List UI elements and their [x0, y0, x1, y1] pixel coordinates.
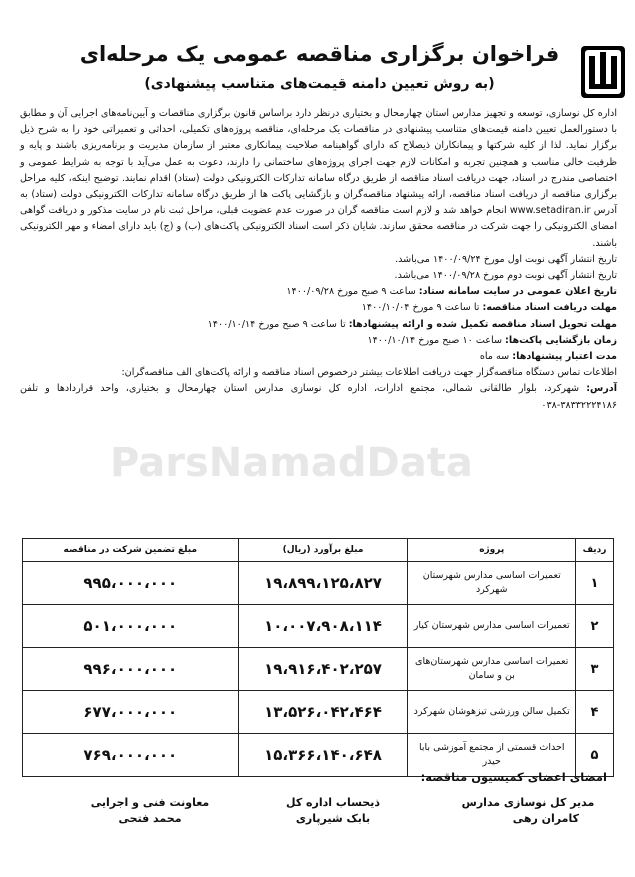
table-row [23, 648, 614, 691]
address-label: آدرس: [586, 383, 617, 395]
watermark-text: ParsNamadData [110, 440, 473, 486]
cell-project: تعمیرات اساسی مدارس شهرستان کیار [408, 605, 576, 648]
cell-guarantee: ۶۷۷،۰۰۰،۰۰۰ [23, 691, 239, 734]
schedule-value: سه ماه [479, 351, 510, 363]
cell-row-number: ۲ [576, 605, 614, 648]
cell-row-number: ۱ [576, 562, 614, 605]
publish-second: تاریخ انتشار آگهی نوبت دوم مورخ ۱۴۰۰/۰۹/۲۸ می‌باشد. [394, 270, 617, 282]
member-role: ذیحساب اداره کل [286, 796, 380, 809]
cell-row-number: ۵ [576, 734, 614, 777]
commission-title: امضای اعضای کمیسیون مناقصه: [420, 770, 607, 784]
table-row [23, 691, 614, 734]
cell-guarantee: ۷۶۹،۰۰۰،۰۰۰ [23, 734, 239, 777]
cell-project: احداث قسمتی از مجتمع آموزشی بابا حیدر [408, 734, 576, 777]
schedule-label: مهلت تحویل اسناد مناقصه تکمیل شده و ارائه پیشنهادها: [348, 318, 617, 330]
schedule-item [20, 284, 617, 300]
schedule-item [20, 333, 617, 349]
schedule-value: ساعت ۹ صبح مورخ ۱۴۰۰/۰۹/۲۸ [286, 286, 416, 298]
info-note: اطلاعات تماس دستگاه مناقصه‌گزار جهت دریافت اطلاعات بیشتر درخصوص اسناد مناقصه و ارائه پاکت‌های الف مناقصه‌گران: [121, 367, 617, 379]
cell-estimate: ۱۳،۵۲۶،۰۴۲،۴۶۴ [238, 691, 408, 734]
intro-paragraph: اداره کل نوسازی، توسعه و تجهیز مدارس استان چهارمحال و بختیاری درنظر دارد براساس قانون برگزاری مناقصات و آیین‌نامه‌های اجرایی آن و مطابق با دستورالعمل تعیین دامنه قیمت‌های متناسب پیشنهادی در مناقصات یک مرحله‌ای، مناقصه پروژه‌های تکمیلی، احداثی و تعمیراتی خود را به شرح ذیل برگزار نماید. لذا از کلیه شرکتها و پیمانکاران ذیصلاح که دارای گواهینامه صلاحیت پیمانکاری معتبر از سازمان مدیریت و برنامه‌ریزی باشند و پایه و ظرفیت خالی مناسب و همچنین تجربه و امکانات لازم جهت اجرای پروژه‌های ساختمانی را دارند، دعوت به عمل می‌آید با توجه به شرایط عمومی و اختصاصی مندرج در اسناد، جهت دریافت اسناد مناقصه از طریق درگاه سامانه تدارکات الکترونیکی دولت (ستاد) اقدام نمایند. توضیح اینکه، کلیه مراحل برگزاری مناقصه از دریافت اسناد مناقصه، ارائه پیشنهاد مناقصه‌گران و بازگشایی پاکت ها از طریق درگاه سامانه تدارکات الکترونیکی دولت (ستاد) به آدرس www.setadiran.ir انجام خواهد شد و لازم است مناقصه گران در صورت عدم عضویت قبلی، مراحل ثبت نام در سایت مذکور و دریافت گواهی امضای الکترونیکی را جهت شرکت در مناقصه محقق سازند. شایان ذکر است اسناد الکترونیکی پاکت‌های (ب) و (ج) باید دارای امضاء و مهر الکترونیکی باشند. [20, 108, 617, 249]
cell-estimate: ۱۹،۹۱۶،۴۰۲،۲۵۷ [238, 648, 408, 691]
cell-estimate: ۱۹،۸۹۹،۱۲۵،۸۲۷ [238, 562, 408, 605]
cell-project: تکمیل سالن ورزشی تیزهوشان شهرکرد [408, 691, 576, 734]
cell-guarantee: ۹۹۶،۰۰۰،۰۰۰ [23, 648, 239, 691]
schedule-label: تاریخ اعلان عمومی در سایت سامانه ستاد: [418, 286, 617, 298]
projects-table [22, 538, 614, 777]
cell-guarantee: ۹۹۵،۰۰۰،۰۰۰ [23, 562, 239, 605]
table-header-row [23, 539, 614, 562]
cell-project: تعمیرات اساسی مدارس شهرستان شهرکرد [408, 562, 576, 605]
member-name: بابک شیرپاری [295, 812, 371, 825]
schedule-value: ساعت ۱۰ صبح مورخ ۱۴۰۰/۱۰/۱۴ [367, 334, 502, 346]
table-row [23, 605, 614, 648]
member-role: معاونت فنی و اجرایی [90, 796, 210, 809]
commission-member [253, 796, 413, 825]
schedule-item [20, 317, 617, 333]
schedule-value: تا ساعت ۹ صبح مورخ ۱۴۰۰/۱۰/۱۴ [207, 318, 346, 330]
header-estimate: مبلغ برآورد (ریال) [238, 539, 408, 562]
address-block [20, 381, 617, 413]
cell-row-number: ۴ [576, 691, 614, 734]
cell-project: تعمیرات اساسی مدارس شهرستان‌های بن و سامان [408, 648, 576, 691]
page-title: فراخوان برگزاری مناقصه عمومی یک مرحله‌ای [79, 42, 560, 66]
header-guarantee: مبلغ تضمین شرکت در مناقصه [23, 539, 239, 562]
header-row-number: ردیف [576, 539, 614, 562]
schedule-label: مدت اعتبار پیشنهادها: [512, 351, 617, 363]
schedule-item [20, 349, 617, 365]
schedule-label: زمان بازگشایی پاکت‌ها: [505, 334, 617, 346]
notice-body [20, 106, 617, 414]
header-project: پروژه [408, 539, 576, 562]
schedule-value: تا ساعت ۹ مورخ ۱۴۰۰/۱۰/۰۴ [361, 302, 480, 314]
cell-row-number: ۳ [576, 648, 614, 691]
member-name: محمد فتحی [118, 812, 182, 825]
commission-member [443, 796, 613, 825]
cell-guarantee: ۵۰۱،۰۰۰،۰۰۰ [23, 605, 239, 648]
page-subtitle: (به روش تعیین دامنه قیمت‌های متناسب پیشنهادی) [144, 76, 495, 92]
table-row [23, 562, 614, 605]
address-value: شهرکرد، بلوار طالقانی شمالی، مجتمع ادارات، اداره کل نوسازی مدارس استان چهارمحال و بختیاری، واحد قراردادها و تلفن ۳۸۳۳۲۲۲۴۱۸۶-۰۳۸ [20, 383, 617, 411]
cell-estimate: ۱۵،۳۶۶،۱۴۰،۶۴۸ [238, 734, 408, 777]
commission-member [70, 796, 230, 825]
publish-first: تاریخ انتشار آگهی نوبت اول مورخ ۱۴۰۰/۰۹/۲۴ می‌باشد. [395, 253, 617, 265]
member-name: کامران رهی [512, 812, 579, 825]
schedule-item [20, 300, 617, 316]
cell-estimate: ۱۰،۰۰۷،۹۰۸،۱۱۴ [238, 605, 408, 648]
member-role: مدیر کل نوسازی مدارس [461, 796, 595, 809]
schedule-label: مهلت دریافت اسناد مناقصه: [482, 302, 617, 314]
organization-logo-icon [579, 44, 627, 100]
